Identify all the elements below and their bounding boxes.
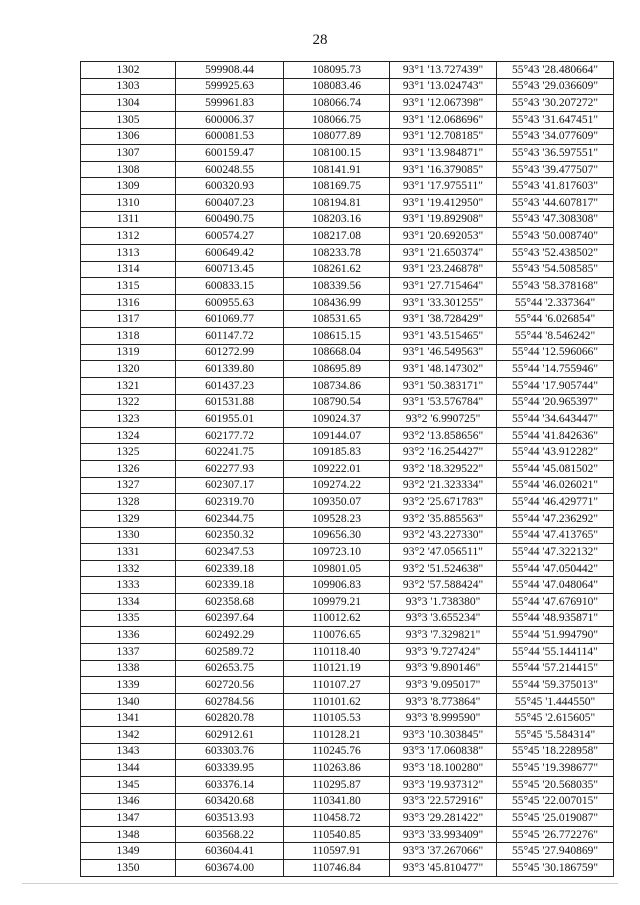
point-number-cell: 1303 <box>81 78 176 95</box>
y-coordinate-cell: 108615.15 <box>284 328 390 345</box>
table-row <box>81 228 614 245</box>
x-coordinate-cell: 602319.70 <box>176 494 284 511</box>
y-coordinate-cell: 108203.16 <box>284 211 390 228</box>
latitude-cell: 55°44 '55.144114" <box>497 643 614 660</box>
x-coordinate-cell: 601531.88 <box>176 394 284 411</box>
latitude-cell: 55°45 '5.584314" <box>497 727 614 744</box>
y-coordinate-cell: 110107.27 <box>284 677 390 694</box>
longitude-cell: 93°1 '17.975511" <box>390 178 497 195</box>
longitude-cell: 93°1 '46.549563" <box>390 344 497 361</box>
longitude-cell: 93°1 '27.715464" <box>390 278 497 295</box>
point-number-cell: 1321 <box>81 377 176 394</box>
longitude-cell: 93°1 '12.708185" <box>390 128 497 145</box>
x-coordinate-cell: 602277.93 <box>176 461 284 478</box>
x-coordinate-cell: 600006.37 <box>176 111 284 128</box>
y-coordinate-cell: 110076.65 <box>284 627 390 644</box>
x-coordinate-cell: 603420.68 <box>176 793 284 810</box>
latitude-cell: 55°43 '36.597551" <box>497 145 614 162</box>
latitude-cell: 55°45 '26.772276" <box>497 826 614 843</box>
y-coordinate-cell: 108217.08 <box>284 228 390 245</box>
x-coordinate-cell: 603568.22 <box>176 826 284 843</box>
point-number-cell: 1333 <box>81 577 176 594</box>
point-number-cell: 1326 <box>81 461 176 478</box>
table-row <box>81 62 614 79</box>
longitude-cell: 93°3 '45.810477" <box>390 860 497 877</box>
latitude-cell: 55°43 '39.477507" <box>497 161 614 178</box>
longitude-cell: 93°1 '12.068696" <box>390 111 497 128</box>
y-coordinate-cell: 110263.86 <box>284 760 390 777</box>
table-row <box>81 111 614 128</box>
longitude-cell: 93°2 '43.227330" <box>390 527 497 544</box>
longitude-cell: 93°3 '10.303845" <box>390 727 497 744</box>
table-row <box>81 411 614 428</box>
longitude-cell: 93°1 '16.379085" <box>390 161 497 178</box>
y-coordinate-cell: 110597.91 <box>284 843 390 860</box>
table-row <box>81 727 614 744</box>
y-coordinate-cell: 109222.01 <box>284 461 390 478</box>
y-coordinate-cell: 109979.21 <box>284 594 390 611</box>
table-row <box>81 594 614 611</box>
x-coordinate-cell: 600833.15 <box>176 278 284 295</box>
x-coordinate-cell: 600407.23 <box>176 195 284 212</box>
y-coordinate-cell: 109528.23 <box>284 510 390 527</box>
longitude-cell: 93°2 '6.990725" <box>390 411 497 428</box>
x-coordinate-cell: 599925.63 <box>176 78 284 95</box>
x-coordinate-cell: 600649.42 <box>176 244 284 261</box>
latitude-cell: 55°43 '31.647451" <box>497 111 614 128</box>
table-row <box>81 427 614 444</box>
y-coordinate-cell: 108790.54 <box>284 394 390 411</box>
longitude-cell: 93°2 '13.858656" <box>390 427 497 444</box>
point-number-cell: 1302 <box>81 62 176 79</box>
table-row <box>81 760 614 777</box>
x-coordinate-cell: 602177.72 <box>176 427 284 444</box>
latitude-cell: 55°45 '19.398677" <box>497 760 614 777</box>
point-number-cell: 1336 <box>81 627 176 644</box>
y-coordinate-cell: 109144.07 <box>284 427 390 444</box>
point-number-cell: 1322 <box>81 394 176 411</box>
x-coordinate-cell: 602358.68 <box>176 594 284 611</box>
point-number-cell: 1305 <box>81 111 176 128</box>
x-coordinate-cell: 602784.56 <box>176 693 284 710</box>
x-coordinate-cell: 600490.75 <box>176 211 284 228</box>
y-coordinate-cell: 109024.37 <box>284 411 390 428</box>
point-number-cell: 1331 <box>81 544 176 561</box>
latitude-cell: 55°44 '41.842636" <box>497 427 614 444</box>
x-coordinate-cell: 602241.75 <box>176 444 284 461</box>
point-number-cell: 1310 <box>81 195 176 212</box>
x-coordinate-cell: 602347.53 <box>176 544 284 561</box>
x-coordinate-cell: 603303.76 <box>176 743 284 760</box>
y-coordinate-cell: 109274.22 <box>284 477 390 494</box>
point-number-cell: 1339 <box>81 677 176 694</box>
x-coordinate-cell: 600320.93 <box>176 178 284 195</box>
point-number-cell: 1313 <box>81 244 176 261</box>
y-coordinate-cell: 110295.87 <box>284 776 390 793</box>
x-coordinate-cell: 602307.17 <box>176 477 284 494</box>
table-row <box>81 643 614 660</box>
y-coordinate-cell: 110540.85 <box>284 826 390 843</box>
x-coordinate-cell: 600713.45 <box>176 261 284 278</box>
latitude-cell: 55°43 '52.438502" <box>497 244 614 261</box>
x-coordinate-cell: 601272.99 <box>176 344 284 361</box>
y-coordinate-cell: 110458.72 <box>284 810 390 827</box>
x-coordinate-cell: 601437.23 <box>176 377 284 394</box>
x-coordinate-cell: 600081.53 <box>176 128 284 145</box>
latitude-cell: 55°43 '50.008740" <box>497 228 614 245</box>
point-number-cell: 1324 <box>81 427 176 444</box>
longitude-cell: 93°1 '38.728429" <box>390 311 497 328</box>
latitude-cell: 55°44 '34.643447" <box>497 411 614 428</box>
y-coordinate-cell: 108261.62 <box>284 261 390 278</box>
x-coordinate-cell: 599961.83 <box>176 95 284 112</box>
point-number-cell: 1314 <box>81 261 176 278</box>
latitude-cell: 55°45 '18.228958" <box>497 743 614 760</box>
y-coordinate-cell: 110118.40 <box>284 643 390 660</box>
point-number-cell: 1311 <box>81 211 176 228</box>
table-row <box>81 311 614 328</box>
table-row <box>81 560 614 577</box>
y-coordinate-cell: 109185.83 <box>284 444 390 461</box>
y-coordinate-cell: 110012.62 <box>284 610 390 627</box>
table-row <box>81 810 614 827</box>
table-row <box>81 660 614 677</box>
x-coordinate-cell: 600574.27 <box>176 228 284 245</box>
longitude-cell: 93°1 '53.576784" <box>390 394 497 411</box>
y-coordinate-cell: 108531.65 <box>284 311 390 328</box>
point-number-cell: 1319 <box>81 344 176 361</box>
table-row <box>81 776 614 793</box>
table-row <box>81 128 614 145</box>
x-coordinate-cell: 602653.75 <box>176 660 284 677</box>
latitude-cell: 55°43 '34.077609" <box>497 128 614 145</box>
table-row <box>81 161 614 178</box>
y-coordinate-cell: 108233.78 <box>284 244 390 261</box>
table-row <box>81 793 614 810</box>
table-row <box>81 826 614 843</box>
table-row <box>81 494 614 511</box>
x-coordinate-cell: 601339.80 <box>176 361 284 378</box>
table-row <box>81 344 614 361</box>
point-number-cell: 1337 <box>81 643 176 660</box>
y-coordinate-cell: 108668.04 <box>284 344 390 361</box>
y-coordinate-cell: 108083.46 <box>284 78 390 95</box>
page-number: 28 <box>312 32 328 48</box>
point-number-cell: 1341 <box>81 710 176 727</box>
longitude-cell: 93°1 '13.024743" <box>390 78 497 95</box>
x-coordinate-cell: 600159.47 <box>176 145 284 162</box>
latitude-cell: 55°44 '47.048064" <box>497 577 614 594</box>
y-coordinate-cell: 110101.62 <box>284 693 390 710</box>
x-coordinate-cell: 602350.32 <box>176 527 284 544</box>
latitude-cell: 55°44 '51.994790" <box>497 627 614 644</box>
latitude-cell: 55°44 '6.026854" <box>497 311 614 328</box>
latitude-cell: 55°44 '46.026021" <box>497 477 614 494</box>
longitude-cell: 93°3 '8.999590" <box>390 710 497 727</box>
y-coordinate-cell: 110245.76 <box>284 743 390 760</box>
longitude-cell: 93°3 '33.993409" <box>390 826 497 843</box>
latitude-cell: 55°44 '47.413765" <box>497 527 614 544</box>
table-row <box>81 510 614 527</box>
table-row <box>81 627 614 644</box>
longitude-cell: 93°3 '9.095017" <box>390 677 497 694</box>
longitude-cell: 93°2 '47.056511" <box>390 544 497 561</box>
latitude-cell: 55°43 '30.207272" <box>497 95 614 112</box>
longitude-cell: 93°1 '12.067398" <box>390 95 497 112</box>
table-row <box>81 860 614 877</box>
longitude-cell: 93°2 '51.524638" <box>390 560 497 577</box>
latitude-cell: 55°45 '22.007015" <box>497 793 614 810</box>
x-coordinate-cell: 603513.93 <box>176 810 284 827</box>
longitude-cell: 93°1 '19.892908" <box>390 211 497 228</box>
point-number-cell: 1330 <box>81 527 176 544</box>
x-coordinate-cell: 601069.77 <box>176 311 284 328</box>
longitude-cell: 93°3 '29.281422" <box>390 810 497 827</box>
point-number-cell: 1315 <box>81 278 176 295</box>
latitude-cell: 55°45 '27.940869" <box>497 843 614 860</box>
point-number-cell: 1342 <box>81 727 176 744</box>
y-coordinate-cell: 109801.05 <box>284 560 390 577</box>
x-coordinate-cell: 603376.14 <box>176 776 284 793</box>
longitude-cell: 93°2 '57.588424" <box>390 577 497 594</box>
table-row <box>81 544 614 561</box>
point-number-cell: 1318 <box>81 328 176 345</box>
y-coordinate-cell: 108066.75 <box>284 111 390 128</box>
point-number-cell: 1347 <box>81 810 176 827</box>
latitude-cell: 55°44 '8.546242" <box>497 328 614 345</box>
longitude-cell: 93°1 '13.727439" <box>390 62 497 79</box>
table-row <box>81 677 614 694</box>
point-number-cell: 1332 <box>81 560 176 577</box>
y-coordinate-cell: 108077.89 <box>284 128 390 145</box>
y-coordinate-cell: 108734.86 <box>284 377 390 394</box>
table-row <box>81 328 614 345</box>
longitude-cell: 93°1 '33.301255" <box>390 294 497 311</box>
x-coordinate-cell: 602339.18 <box>176 577 284 594</box>
latitude-cell: 55°43 '41.817603" <box>497 178 614 195</box>
point-number-cell: 1344 <box>81 760 176 777</box>
longitude-cell: 93°3 '1.738380" <box>390 594 497 611</box>
x-coordinate-cell: 602589.72 <box>176 643 284 660</box>
longitude-cell: 93°2 '18.329522" <box>390 461 497 478</box>
latitude-cell: 55°44 '43.912282" <box>497 444 614 461</box>
latitude-cell: 55°43 '44.607817" <box>497 195 614 212</box>
point-number-cell: 1348 <box>81 826 176 843</box>
x-coordinate-cell: 600955.63 <box>176 294 284 311</box>
longitude-cell: 93°1 '21.650374" <box>390 244 497 261</box>
y-coordinate-cell: 109350.07 <box>284 494 390 511</box>
coordinates-table <box>80 61 614 877</box>
point-number-cell: 1349 <box>81 843 176 860</box>
latitude-cell: 55°44 '48.935871" <box>497 610 614 627</box>
latitude-cell: 55°45 '1.444550" <box>497 693 614 710</box>
latitude-cell: 55°44 '57.214415" <box>497 660 614 677</box>
y-coordinate-cell: 110341.80 <box>284 793 390 810</box>
y-coordinate-cell: 108100.15 <box>284 145 390 162</box>
latitude-cell: 55°44 '47.050442" <box>497 560 614 577</box>
point-number-cell: 1306 <box>81 128 176 145</box>
point-number-cell: 1308 <box>81 161 176 178</box>
x-coordinate-cell: 602492.29 <box>176 627 284 644</box>
point-number-cell: 1323 <box>81 411 176 428</box>
y-coordinate-cell: 109906.83 <box>284 577 390 594</box>
table-row <box>81 693 614 710</box>
x-coordinate-cell: 599908.44 <box>176 62 284 79</box>
longitude-cell: 93°2 '25.671783" <box>390 494 497 511</box>
table-row <box>81 95 614 112</box>
x-coordinate-cell: 603339.95 <box>176 760 284 777</box>
point-number-cell: 1345 <box>81 776 176 793</box>
x-coordinate-cell: 603674.00 <box>176 860 284 877</box>
y-coordinate-cell: 108339.56 <box>284 278 390 295</box>
latitude-cell: 55°45 '30.186759" <box>497 860 614 877</box>
latitude-cell: 55°44 '45.081502" <box>497 461 614 478</box>
latitude-cell: 55°44 '14.755946" <box>497 361 614 378</box>
longitude-cell: 93°3 '17.060838" <box>390 743 497 760</box>
latitude-cell: 55°43 '28.480664" <box>497 62 614 79</box>
table-row <box>81 394 614 411</box>
table-row <box>81 195 614 212</box>
latitude-cell: 55°44 '17.905744" <box>497 377 614 394</box>
point-number-cell: 1304 <box>81 95 176 112</box>
x-coordinate-cell: 600248.55 <box>176 161 284 178</box>
latitude-cell: 55°44 '46.429771" <box>497 494 614 511</box>
point-number-cell: 1346 <box>81 793 176 810</box>
table-row <box>81 477 614 494</box>
table-row <box>81 261 614 278</box>
y-coordinate-cell: 108436.99 <box>284 294 390 311</box>
latitude-cell: 55°43 '54.508585" <box>497 261 614 278</box>
table-row <box>81 743 614 760</box>
point-number-cell: 1338 <box>81 660 176 677</box>
point-number-cell: 1340 <box>81 693 176 710</box>
point-number-cell: 1320 <box>81 361 176 378</box>
longitude-cell: 93°3 '9.890146" <box>390 660 497 677</box>
table-row <box>81 610 614 627</box>
latitude-cell: 55°43 '47.308308" <box>497 211 614 228</box>
longitude-cell: 93°1 '20.692053" <box>390 228 497 245</box>
latitude-cell: 55°44 '20.965397" <box>497 394 614 411</box>
table-row <box>81 78 614 95</box>
longitude-cell: 93°1 '50.383171" <box>390 377 497 394</box>
point-number-cell: 1343 <box>81 743 176 760</box>
longitude-cell: 93°1 '48.147302" <box>390 361 497 378</box>
table-row <box>81 377 614 394</box>
longitude-cell: 93°3 '8.773864" <box>390 693 497 710</box>
latitude-cell: 55°44 '47.236292" <box>497 510 614 527</box>
point-number-cell: 1334 <box>81 594 176 611</box>
longitude-cell: 93°3 '7.329821" <box>390 627 497 644</box>
page-bottom-rule <box>22 883 618 884</box>
longitude-cell: 93°1 '13.984871" <box>390 145 497 162</box>
longitude-cell: 93°3 '18.100280" <box>390 760 497 777</box>
latitude-cell: 55°45 '2.615605" <box>497 710 614 727</box>
longitude-cell: 93°2 '16.254427" <box>390 444 497 461</box>
longitude-cell: 93°3 '19.937312" <box>390 776 497 793</box>
latitude-cell: 55°45 '25.019087" <box>497 810 614 827</box>
y-coordinate-cell: 109723.10 <box>284 544 390 561</box>
longitude-cell: 93°2 '21.323334" <box>390 477 497 494</box>
y-coordinate-cell: 108194.81 <box>284 195 390 212</box>
longitude-cell: 93°3 '22.572916" <box>390 793 497 810</box>
y-coordinate-cell: 110746.84 <box>284 860 390 877</box>
y-coordinate-cell: 108141.91 <box>284 161 390 178</box>
point-number-cell: 1309 <box>81 178 176 195</box>
y-coordinate-cell: 108066.74 <box>284 95 390 112</box>
x-coordinate-cell: 602397.64 <box>176 610 284 627</box>
table-row <box>81 145 614 162</box>
point-number-cell: 1350 <box>81 860 176 877</box>
x-coordinate-cell: 602912.61 <box>176 727 284 744</box>
latitude-cell: 55°45 '20.568035" <box>497 776 614 793</box>
x-coordinate-cell: 602344.75 <box>176 510 284 527</box>
longitude-cell: 93°3 '37.267066" <box>390 843 497 860</box>
latitude-cell: 55°44 '59.375013" <box>497 677 614 694</box>
latitude-cell: 55°44 '47.676910" <box>497 594 614 611</box>
x-coordinate-cell: 602820.78 <box>176 710 284 727</box>
x-coordinate-cell: 603604.41 <box>176 843 284 860</box>
longitude-cell: 93°3 '3.655234" <box>390 610 497 627</box>
point-number-cell: 1312 <box>81 228 176 245</box>
longitude-cell: 93°3 '9.727424" <box>390 643 497 660</box>
longitude-cell: 93°1 '19.412950" <box>390 195 497 212</box>
point-number-cell: 1307 <box>81 145 176 162</box>
latitude-cell: 55°43 '29.036609" <box>497 78 614 95</box>
table-row <box>81 294 614 311</box>
longitude-cell: 93°1 '43.515465" <box>390 328 497 345</box>
x-coordinate-cell: 601147.72 <box>176 328 284 345</box>
longitude-cell: 93°2 '35.885563" <box>390 510 497 527</box>
y-coordinate-cell: 110121.19 <box>284 660 390 677</box>
table-row <box>81 444 614 461</box>
table-row <box>81 843 614 860</box>
table-row <box>81 361 614 378</box>
table-row <box>81 278 614 295</box>
table-row <box>81 211 614 228</box>
latitude-cell: 55°44 '2.337364" <box>497 294 614 311</box>
point-number-cell: 1325 <box>81 444 176 461</box>
x-coordinate-cell: 601955.01 <box>176 411 284 428</box>
point-number-cell: 1335 <box>81 610 176 627</box>
point-number-cell: 1328 <box>81 494 176 511</box>
y-coordinate-cell: 108695.89 <box>284 361 390 378</box>
y-coordinate-cell: 110105.53 <box>284 710 390 727</box>
table-row <box>81 178 614 195</box>
x-coordinate-cell: 602720.56 <box>176 677 284 694</box>
table-row <box>81 527 614 544</box>
y-coordinate-cell: 110128.21 <box>284 727 390 744</box>
y-coordinate-cell: 108095.73 <box>284 62 390 79</box>
point-number-cell: 1316 <box>81 294 176 311</box>
point-number-cell: 1317 <box>81 311 176 328</box>
x-coordinate-cell: 602339.18 <box>176 560 284 577</box>
table-row <box>81 461 614 478</box>
longitude-cell: 93°1 '23.246878" <box>390 261 497 278</box>
latitude-cell: 55°43 '58.378168" <box>497 278 614 295</box>
table-row <box>81 577 614 594</box>
table-row <box>81 710 614 727</box>
y-coordinate-cell: 108169.75 <box>284 178 390 195</box>
table-row <box>81 244 614 261</box>
latitude-cell: 55°44 '47.322132" <box>497 544 614 561</box>
point-number-cell: 1327 <box>81 477 176 494</box>
point-number-cell: 1329 <box>81 510 176 527</box>
y-coordinate-cell: 109656.30 <box>284 527 390 544</box>
latitude-cell: 55°44 '12.596066" <box>497 344 614 361</box>
